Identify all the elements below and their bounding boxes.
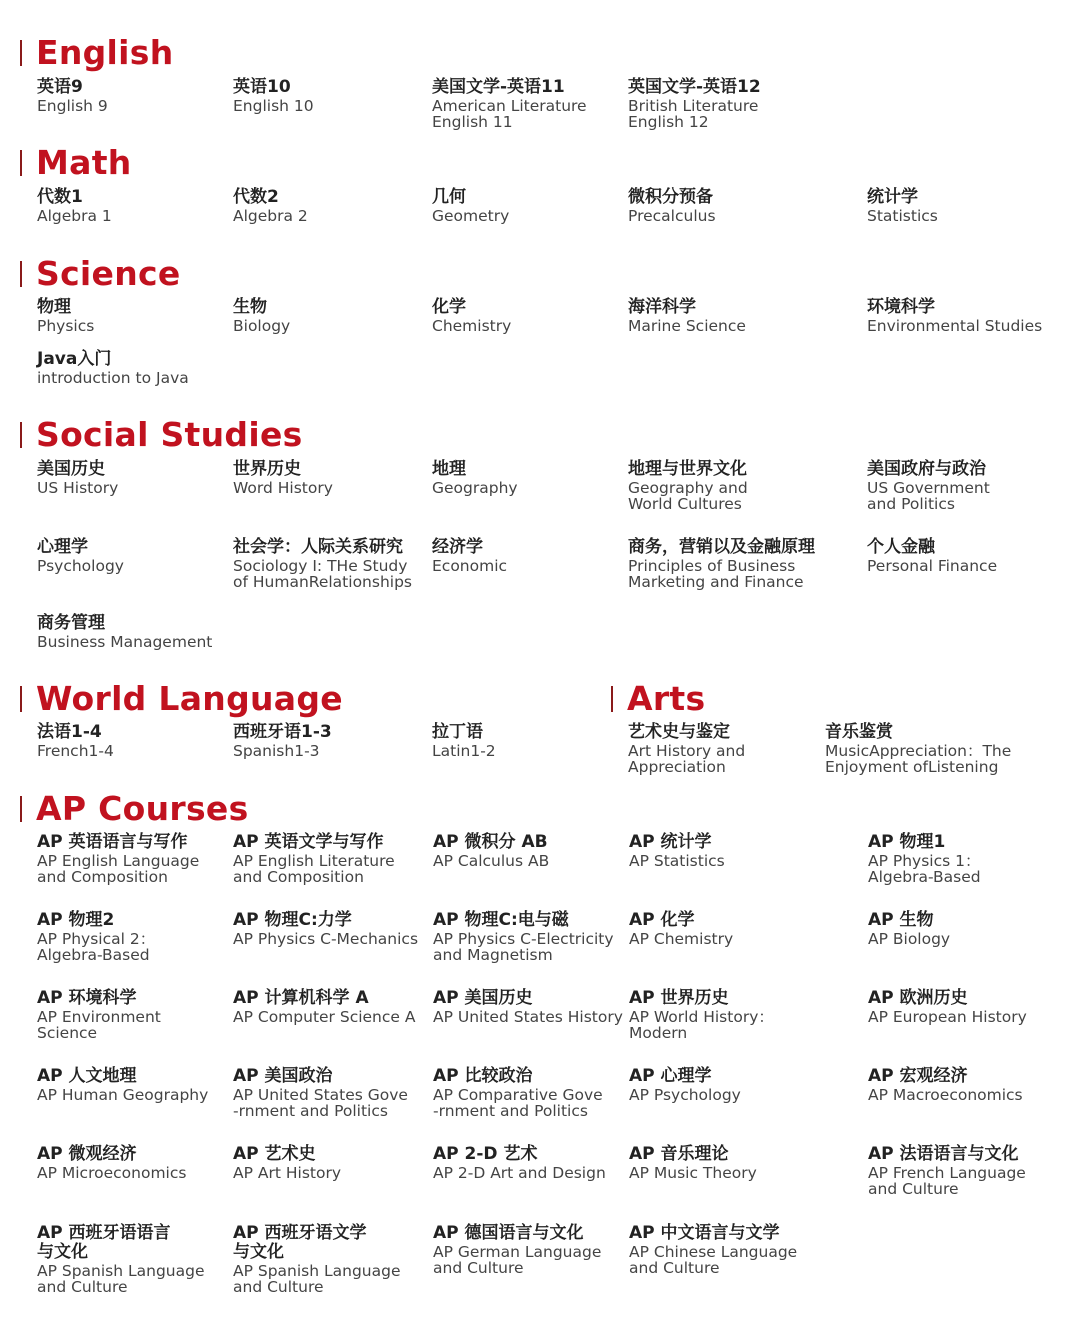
course-name-zh: AP 物理1 — [868, 832, 946, 852]
course-name-zh: 西班牙语1-3 — [233, 722, 332, 742]
course-name-zh: AP 中文语言与文学 — [629, 1223, 780, 1243]
course-name-zh: AP 环境科学 — [37, 988, 137, 1008]
course-item — [433, 1145, 606, 1181]
course-name-zh: 英国文学-英语12 — [628, 77, 761, 97]
course-name-zh: 地理与世界文化 — [628, 459, 747, 479]
course-name-zh: Java入门 — [37, 349, 112, 369]
course-item — [37, 614, 212, 650]
course-name-zh: AP 世界历史 — [629, 988, 729, 1008]
course-name-zh: AP 英语语言与写作 — [37, 832, 188, 852]
course-name-zh: 代数1 — [37, 187, 83, 207]
course-name-zh: 商务管理 — [37, 613, 105, 633]
course-name-en: AP Physics C-Electricity and Magnetism — [433, 930, 614, 964]
course-name-en: AP World History： Modern — [629, 1008, 774, 1042]
course-name-en: AP French Language and Culture — [868, 1164, 1026, 1198]
section-heading-science — [20, 254, 181, 293]
course-name-en: AP 2-D Art and Design — [433, 1164, 606, 1182]
section-title: Arts — [627, 679, 706, 718]
section-heading-ap-courses — [20, 789, 249, 828]
course-name-en: Economic — [432, 557, 508, 575]
heading-bar — [20, 686, 22, 712]
course-name-en: AP Physical 2： Algebra-Based — [37, 930, 156, 964]
course-name-en: Business Management — [37, 633, 213, 651]
course-name-zh: 法语1-4 — [37, 722, 102, 742]
course-name-en: AP Computer Science A — [233, 1008, 416, 1026]
course-name-zh: 美国历史 — [37, 459, 105, 479]
course-name-en: AP Art History — [233, 1164, 342, 1182]
course-name-en: Statistics — [867, 207, 938, 225]
heading-bar — [20, 40, 22, 66]
course-name-zh: 商务，营销以及金融原理 — [628, 537, 815, 557]
course-name-en: Precalculus — [628, 207, 716, 225]
course-item — [629, 1067, 741, 1103]
course-name-en: AP Macroeconomics — [868, 1086, 1023, 1104]
heading-bar — [20, 796, 22, 822]
course-item — [868, 989, 1027, 1025]
course-name-zh: 几何 — [432, 187, 466, 207]
course-name-zh: AP 物理C:电与磁 — [433, 910, 569, 930]
section-title: Social Studies — [36, 415, 303, 454]
course-name-zh: 拉丁语 — [432, 722, 483, 742]
course-name-zh: 心理学 — [37, 537, 88, 557]
course-item — [37, 911, 155, 963]
course-name-en: AP Music Theory — [629, 1164, 757, 1182]
course-name-zh: AP 2-D 艺术 — [433, 1144, 538, 1164]
course-name-en: Sociology I: THe Study of HumanRelationships — [233, 557, 412, 591]
course-name-zh: 环境科学 — [867, 297, 935, 317]
course-name-zh: AP 统计学 — [629, 832, 712, 852]
course-name-en: AP Biology — [868, 930, 951, 948]
course-name-zh: AP 德国语言与文化 — [433, 1223, 584, 1243]
course-name-en: AP Spanish Language and Culture — [37, 1262, 205, 1296]
course-name-en: AP Comparative Gove -rnment and Politics — [433, 1086, 603, 1120]
course-item — [233, 833, 395, 885]
course-name-zh: 经济学 — [432, 537, 483, 557]
course-name-zh: AP 艺术史 — [233, 1144, 316, 1164]
section-title: Science — [36, 254, 181, 293]
course-name-zh: 英语10 — [233, 77, 291, 97]
course-name-en: Physics — [37, 317, 95, 335]
heading-bar — [20, 261, 22, 287]
course-name-zh: AP 比较政治 — [433, 1066, 533, 1086]
course-item — [233, 1224, 401, 1295]
course-item — [868, 1145, 1026, 1197]
course-name-zh: AP 欧洲历史 — [868, 988, 968, 1008]
course-item — [37, 78, 108, 114]
course-name-en: Algebra 1 — [37, 207, 112, 225]
course-item — [37, 1145, 186, 1181]
course-name-en: MusicAppreciation：The Enjoyment ofListening — [825, 742, 1012, 776]
course-item — [233, 723, 332, 759]
course-name-zh: AP 西班牙语文学 与文化 — [233, 1223, 367, 1262]
course-item — [867, 188, 938, 224]
course-name-zh: AP 物理C:力学 — [233, 910, 352, 930]
course-name-zh: 地理 — [432, 459, 466, 479]
course-item — [233, 1145, 341, 1181]
course-item — [233, 989, 415, 1025]
course-name-zh: 艺术史与鉴定 — [628, 722, 730, 742]
section-heading-math — [20, 143, 132, 182]
course-name-en: British Literature English 12 — [628, 97, 759, 131]
course-name-en: Spanish1-3 — [233, 742, 320, 760]
course-name-en: English 9 — [37, 97, 108, 115]
course-name-zh: 世界历史 — [233, 459, 301, 479]
course-item — [433, 1067, 603, 1119]
course-item — [37, 833, 199, 885]
course-name-en: AP United States History — [433, 1008, 623, 1026]
course-name-zh: 物理 — [37, 297, 71, 317]
course-name-zh: AP 化学 — [629, 910, 695, 930]
course-name-en: American Literature English 11 — [432, 97, 587, 131]
course-item — [233, 298, 290, 334]
course-item — [37, 723, 114, 759]
course-name-zh: AP 物理2 — [37, 910, 115, 930]
course-item — [432, 78, 587, 130]
course-item — [825, 723, 1011, 775]
course-item — [629, 989, 774, 1041]
course-item — [867, 298, 1042, 334]
course-name-zh: AP 音乐理论 — [629, 1144, 729, 1164]
course-name-en: Geometry — [432, 207, 510, 225]
course-item — [868, 1067, 1023, 1103]
course-name-en: AP Physics C-Mechanics — [233, 930, 419, 948]
course-name-en: AP Spanish Language and Culture — [233, 1262, 401, 1296]
section-heading-english — [20, 33, 174, 72]
heading-bar — [20, 422, 22, 448]
course-item — [628, 460, 748, 512]
course-name-en: Algebra 2 — [233, 207, 308, 225]
course-item — [432, 723, 496, 759]
course-name-en: AP Environment Science — [37, 1008, 161, 1042]
course-name-zh: 美国文学-英语11 — [432, 77, 565, 97]
course-item — [37, 1067, 208, 1103]
course-item — [433, 989, 623, 1025]
course-item — [628, 298, 746, 334]
course-name-zh: AP 美国历史 — [433, 988, 533, 1008]
course-name-zh: AP 微观经济 — [37, 1144, 137, 1164]
course-item — [433, 1224, 601, 1276]
course-name-en: introduction to Java — [37, 369, 189, 387]
course-name-en: AP United States Gove -rnment and Politics — [233, 1086, 408, 1120]
course-name-zh: 个人金融 — [867, 537, 935, 557]
course-name-zh: AP 英语文学与写作 — [233, 832, 384, 852]
course-name-en: French1-4 — [37, 742, 114, 760]
course-name-zh: 统计学 — [867, 187, 918, 207]
course-item — [233, 911, 418, 947]
course-name-en: Art History and Appreciation — [628, 742, 746, 776]
course-name-en: Principles of Business Marketing and Finance — [628, 557, 804, 591]
course-name-zh: 海洋科学 — [628, 297, 696, 317]
course-name-zh: 化学 — [432, 297, 466, 317]
course-item — [432, 538, 507, 574]
course-name-en: AP Human Geography — [37, 1086, 209, 1104]
course-name-zh: AP 法语语言与文化 — [868, 1144, 1019, 1164]
course-item — [233, 460, 333, 496]
course-name-zh: AP 美国政治 — [233, 1066, 333, 1086]
course-item — [37, 538, 124, 574]
course-item — [629, 833, 725, 869]
course-name-en: Psychology — [37, 557, 124, 575]
course-name-en: Environmental Studies — [867, 317, 1043, 335]
course-name-en: AP Microeconomics — [37, 1164, 187, 1182]
course-item — [628, 188, 716, 224]
course-name-zh: AP 心理学 — [629, 1066, 712, 1086]
course-item — [37, 350, 189, 386]
course-item — [629, 1224, 797, 1276]
course-name-zh: AP 生物 — [868, 910, 934, 930]
course-name-en: AP English Literature and Composition — [233, 852, 395, 886]
course-item — [233, 1067, 408, 1119]
course-name-zh: AP 西班牙语语言 与文化 — [37, 1223, 171, 1262]
course-item — [867, 538, 997, 574]
course-name-en: AP Physics 1： Algebra-Based — [868, 852, 981, 886]
course-name-en: US History — [37, 479, 119, 497]
course-name-en: AP Psychology — [629, 1086, 741, 1104]
course-name-en: Personal Finance — [867, 557, 998, 575]
course-item — [37, 298, 94, 334]
course-name-en: AP European History — [868, 1008, 1027, 1026]
heading-bar — [611, 686, 613, 712]
course-item — [37, 460, 118, 496]
course-name-en: Marine Science — [628, 317, 746, 335]
section-title: Math — [36, 143, 132, 182]
heading-bar — [20, 150, 22, 176]
course-name-zh: 音乐鉴赏 — [825, 722, 893, 742]
course-item — [628, 78, 761, 130]
course-name-en: AP Chemistry — [629, 930, 734, 948]
course-name-zh: 社会学：人际关系研究 — [233, 537, 403, 557]
course-item — [432, 298, 511, 334]
course-name-en: AP Chinese Language and Culture — [629, 1243, 798, 1277]
course-item — [629, 1145, 757, 1181]
course-name-en: US Government and Politics — [867, 479, 990, 513]
course-name-en: AP Statistics — [629, 852, 725, 870]
course-item — [233, 188, 308, 224]
course-name-zh: AP 宏观经济 — [868, 1066, 968, 1086]
course-name-zh: 英语9 — [37, 77, 83, 97]
course-name-zh: 生物 — [233, 297, 267, 317]
course-item — [432, 460, 518, 496]
section-title: English — [36, 33, 174, 72]
course-name-en: Biology — [233, 317, 291, 335]
course-item — [37, 1224, 205, 1295]
course-item — [868, 911, 950, 947]
section-heading-world-language — [20, 679, 343, 718]
course-name-zh: AP 微积分 AB — [433, 832, 548, 852]
course-name-zh: 微积分预备 — [628, 187, 713, 207]
course-name-zh: 美国政府与政治 — [867, 459, 986, 479]
course-name-en: Chemistry — [432, 317, 512, 335]
course-name-en: Latin1-2 — [432, 742, 496, 760]
course-name-en: Geography — [432, 479, 518, 497]
course-item — [628, 538, 815, 590]
section-heading-social-studies — [20, 415, 303, 454]
course-name-en: AP English Language and Composition — [37, 852, 200, 886]
section-heading-arts — [611, 679, 706, 718]
section-title: AP Courses — [36, 789, 249, 828]
course-name-en: Geography and World Cultures — [628, 479, 748, 513]
course-item — [37, 188, 112, 224]
course-name-zh: 代数2 — [233, 187, 279, 207]
course-name-en: AP German Language and Culture — [433, 1243, 602, 1277]
course-name-en: AP Calculus AB — [433, 852, 550, 870]
course-name-zh: AP 人文地理 — [37, 1066, 137, 1086]
section-title: World Language — [36, 679, 343, 718]
course-item — [628, 723, 745, 775]
course-name-zh: AP 计算机科学 A — [233, 988, 369, 1008]
course-item — [433, 833, 549, 869]
course-item — [37, 989, 161, 1041]
course-item — [868, 833, 981, 885]
course-item — [233, 78, 314, 114]
course-item — [233, 538, 412, 590]
course-item — [433, 911, 614, 963]
course-item — [629, 911, 733, 947]
course-name-en: English 10 — [233, 97, 314, 115]
course-item — [867, 460, 990, 512]
course-item — [432, 188, 509, 224]
course-name-en: Word History — [233, 479, 333, 497]
